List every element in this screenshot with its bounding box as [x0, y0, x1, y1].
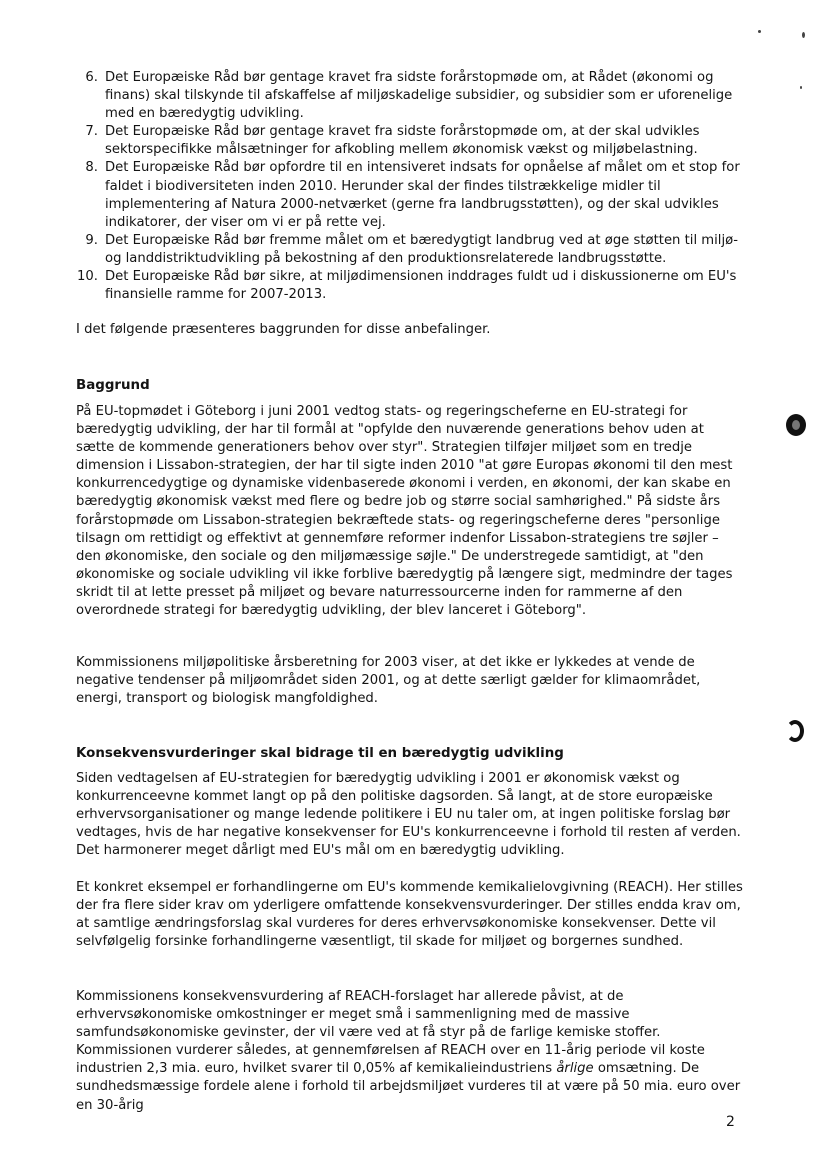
scan-speck: [802, 32, 805, 38]
page-number: 2: [726, 1114, 735, 1130]
impact-paragraph-3-text-end: omsætning. De sundhedsmæssige fordele alene i forhold til arbejdsmiljøet vurderes til at være på 50 mia. euro over en 30-årig: [76, 1061, 741, 1113]
section-heading-background: Baggrund: [76, 378, 150, 393]
list-item-number: 7.: [85, 124, 98, 140]
punch-hole-mark: [786, 720, 804, 742]
list-item-text: Det Europæiske Råd bør gentage kravet fra sidste forårstopmøde om, at Rådet (økonomi og finans) skal tilskynde til afskaffelse af miljøskadelige subsidier, og subsidier som er uforenelige med en bæredygtig udvikling.: [105, 70, 733, 122]
list-item-number: 9.: [85, 232, 98, 248]
punch-hole-mark: [786, 414, 806, 436]
recommendation-list: [76, 69, 746, 304]
list-item-number: 8.: [85, 160, 98, 176]
background-paragraph-1: På EU-topmødet i Göteborg i juni 2001 vedtog stats- og regeringscheferne en EU-strategi for bæredygtig udvikling, der har til formål at "opfylde den nuværende generations behov uden at sætte de kommende generationers behov over styr". Strategien tilføjer miljøet som en tredje dimension i Lissabon-strategien, der har til sigte inden 2010 "at gøre Europas økonomi til den mest konkurrencedygtige og dynamiske videnbaserede økonomi i verden, en økonomi, der kan skabe en bæredygtig økonomisk vækst med flere og bedre job og større social samhørighed." På sidste års forårstopmøde om Lissabon-strategien bekræftede stats- og regeringscheferne deres "personlige tilsagn om rettidigt og effektivt at gennemføre reformer indenfor Lissabon-strategiens tre søjler – den økonomiske, den sociale og den miljømæssige søjle." De understregede samtidigt, at "den økonomiske og sociale udvikling vil ikke forblive bæredygtig på længere sigt, medmindre der tages skridt til at lette presset på miljøet og bevare naturressourcerne inden for rammerne af den overordnede strategi for bæredygtig udvikling, der blev lanceret i Göteborg".: [76, 404, 733, 619]
list-item: [76, 123, 746, 159]
list-item-text: Det Europæiske Råd bør fremme målet om et bæredygtigt landbrug ved at øge støtten til miljø- og landdistriktudvikling på bekostning af den produktionsrelaterede landbrugsstøtte.: [105, 232, 738, 266]
impact-paragraph-1: Siden vedtagelsen af EU-strategien for bæredygtig udvikling i 2001 er økonomisk vækst og konkurrenceevne kommet langt op på den politiske dagsorden. Så langt, at de store europæiske erhvervsorganisationer og mange ledende politikere i EU nu taler om, at ingen politiske forslag bør vedtages, hvis de har negative konsekvenser for EU's konkurrenceevne i forhold til resten af verden. Det harmonerer meget dårligt med EU's mål om en bæredygtig udvikling.: [76, 771, 741, 859]
list-item: [76, 69, 746, 123]
list-item-text: Det Europæiske Råd bør gentage kravet fra sidste forårstopmøde om, at der skal udvikles sektorspecifikke målsætninger for afkobling mellem økonomisk vækst og miljøbelastning.: [105, 124, 700, 158]
section-heading-impact: Konsekvensvurderinger skal bidrage til en bæredygtig udvikling: [76, 746, 564, 761]
list-item-text: Det Europæiske Råd bør opfordre til en intensiveret indsats for opnåelse af målet om et stop for faldet i biodiversiteten inden 2010. Herunder skal der findes tilstrækkelige midler til implementering af Natura 2000-netværket (gerne fra landbrugsstøtten), og der skal udvikles indikatorer, der viser om vi er på rette vej.: [105, 160, 740, 230]
list-item-number: 10.: [77, 269, 98, 285]
list-item-number: 6.: [85, 70, 98, 85]
impact-paragraph-3-text-start: Kommissionens konsekvensvurdering af REACH-forslaget har allerede påvist, at de erhvervsøkonomiske omkostninger er meget små i sammenligning med de massive samfundsøkonomiske gevinster, der vil være ved at få styr på de farlige kemiske stoffer. Kommissionen vurderer således, at gennemførelsen af REACH over en 11-årig periode vil koste industrien 2,3 mia. euro, hvilket svarer til 0,05% af kemikalieindustriens: [76, 989, 705, 1077]
intro-paragraph: I det følgende præsenteres baggrunden for disse anbefalinger.: [76, 322, 491, 337]
list-item: [76, 268, 746, 304]
impact-paragraph-3-emphasis: årlige: [556, 1061, 594, 1077]
list-item: [76, 159, 746, 231]
scan-speck: [758, 30, 761, 33]
background-paragraph-2: Kommissionens miljøpolitiske årsberetning for 2003 viser, at det ikke er lykkedes at vende de negative tendenser på miljøområdet siden 2001, og at dette særligt gælder for klimaområdet, energi, transport og biologisk mangfoldighed.: [76, 655, 701, 707]
impact-paragraph-3: [76, 988, 746, 1115]
impact-paragraph-2: Et konkret eksempel er forhandlingerne om EU's kommende kemikalielovgivning (REACH). Her stilles der fra flere sider krav om yderligere omfattende konsekvensvurderinger. Der stilles endda krav om, at samtlige ændringsforslag skal vurderes for deres erhvervsøkonomiske konsekvenser. Dette vil selvfølgelig forsinke forhandlingerne væsentligt, til skade for miljøet og borgernes sundhed.: [76, 880, 743, 950]
list-item: [76, 232, 746, 268]
scan-speck: [800, 86, 802, 89]
list-item-text: Det Europæiske Råd bør sikre, at miljødimensionen inddrages fuldt ud i diskussionerne om EU's finansielle ramme for 2007-2013.: [105, 269, 737, 303]
